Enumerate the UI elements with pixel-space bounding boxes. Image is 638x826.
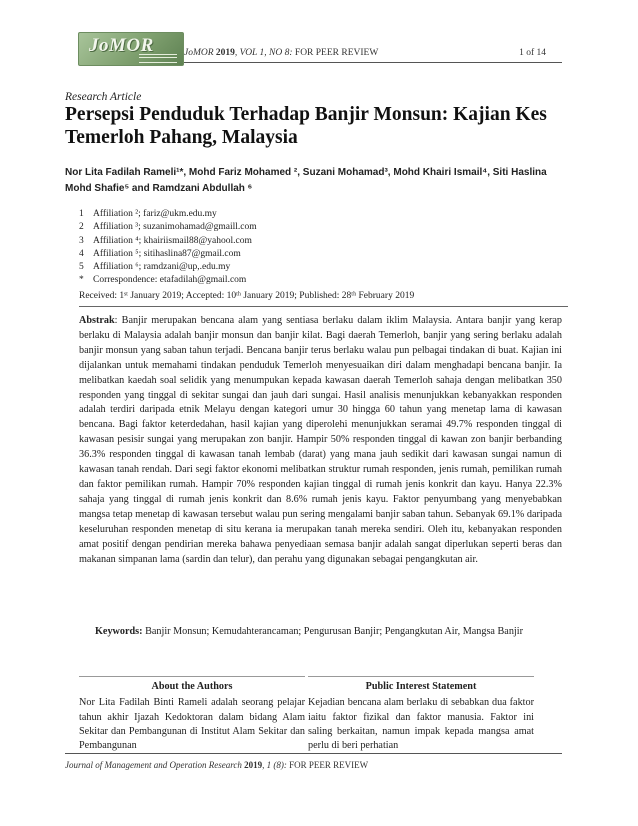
affiliation-number: *	[79, 275, 84, 286]
affiliation-text: Affiliation ⁴; khairiismail88@yahool.com	[93, 235, 252, 246]
affiliation-number: 2	[79, 222, 84, 233]
footer-status: FOR PEER REVIEW	[286, 760, 369, 770]
header-status: FOR PEER REVIEW	[292, 48, 379, 58]
keywords-text: Banjir Monsun; Kemudahterancaman; Pengurusan Banjir; Pengangkutan Air, Mangsa Banjir	[142, 626, 523, 637]
about-authors-text: Nor Lita Fadilah Binti Rameli adalah seorang pelajar tahun akhir Ijazah Kedoktoran dalam bidang Alam Sekitar dan Pembangunan di Institut Alam Sekitar dan Pembangunan	[79, 697, 305, 752]
logo-decoration	[139, 54, 177, 63]
affiliation-list	[79, 208, 479, 288]
footer-rule	[65, 753, 562, 754]
public-interest-section	[308, 680, 534, 753]
affiliation-item	[79, 248, 479, 261]
paper-title: Persepsi Penduduk Terhadap Banjir Monsun: Kajian Kes Temerloh Pahang, Malaysia	[65, 104, 547, 148]
article-type: Research Article	[65, 91, 142, 103]
footer-year: 2019	[244, 760, 263, 770]
author-list: Nor Lita Fadilah Rameli¹*, Mohd Fariz Mohamed ², Suzani Mohamad³, Mohd Khairi Ismail⁴, Siti Haslina Mohd Shafie⁵ and Ramdzani Abdullah ⁶	[65, 167, 547, 194]
public-interest-text: Kejadian bencana alam berlaku di sebabkan dua faktor iaitu faktor fizikal dan faktor manusia. Faktor ini saling berkaitan, namun impak kepada mangsa amat perlu di beri perhatian	[308, 697, 534, 752]
header-volume: , VOL 1, NO 8:	[234, 48, 293, 58]
page-number: 1 of 14	[519, 48, 546, 58]
affiliation-number: 1	[79, 209, 84, 219]
affiliation-text: Correspondence: etafadilah@gmail.com	[93, 275, 247, 286]
received-dates: Received: 1ˢᵗ January 2019; Accepted: 10ᵗʰ January 2019; Published: 28ᵗʰ February 2019	[79, 291, 415, 301]
header-rule	[184, 62, 562, 63]
footer-journal-name: Journal of Management and Operation Research	[65, 760, 242, 770]
affiliation-text: Affiliation ⁵; sitihaslina87@gmail.com	[93, 248, 241, 259]
affiliation-text: Affiliation ⁶; ramdzani@up,.edu.my	[93, 262, 231, 273]
header-year: 2019	[215, 48, 235, 58]
about-authors-section	[79, 680, 305, 753]
abstract-label: Abstrak	[79, 315, 115, 326]
affiliation-text: Affiliation ³; suzanimohamad@gmaill.com	[93, 222, 257, 233]
running-header	[184, 48, 378, 58]
page-footer	[65, 760, 368, 770]
abstract	[79, 314, 562, 567]
journal-abbr: JoMOR	[184, 48, 214, 58]
abstract-text: : Banjir merupakan bencana alam yang sentiasa berlaku dalam iklim Malaysia. Antara banjir yang kerap berlaku di Malaysia adalah banjir monsun dan banjir kilat. Bagi daerah Temerloh, banjir yang sering berlaku adalah banjir monsun yang saban tahun terjadi. Bencana banjir terus berlaku walau pun pelbagai tindakan di buat. Kajian ini dijalankan untuk memahami tindakan penduduk Temerloh menyesuaikan diri dalam menghadapi bencana banjir. Ia melibatkan kaedah soal selidik yang menumpukan kepada kawasan daerah Temerloh sahaja dengan melibatkan 350 responden yang tinggal di sekitar sungai dan jauh dari sungai. Hasil analisis menunjukkan kebanyakkan responden adalah terdiri daripada etnik Melayu dengan kategori umur 30 hingga 60 tahun yang menetap lama di kawasan bencana. Bagi faktor keterdedahan, hasil kajian yang diperolehi menunjukkan seramai 49.7% responden tinggal di kawasan pesisir sungai yang merupakan zon banjir. Hampir 50% responden tinggal di kawan zon banjir berbanding 36.3% responden tinggal di kawasan tanah lembab (darat) yang mana jauh sedikit dari kawasan sungai namun di kawasan tanah rendah. Dari segi faktor ekonomi melibatkan struktur rumah responden, jenis rumah, pemilikan rumah dan faktor pemilikan rumah. Hampir 70% responden kajian tinggal di rumah jenis konkrit dan kayu. Hanya 22.3% sahaja yang tinggal di rumah jenis konkrit dan 8.6% rumah jenis kayu. Faktor penyumbang yang menyebabkan mangsa tetap menetap di kawasan tersebut walau pun sering mengalami banjir saban tahun. Sebanyak 69.1% daripada keseluruhan responden menetap di situ kerana ia merupakan tanah mereka sendiri. Oleh itu, kebanyakan responden amat positif dengan pendirian mereka bahawa penyediaan semasa banjir adalah sangat diperlukan seperti beras dan makanan simpanan lama (sardin dan telur), dan perahu yang digunakan sebagai pengangkutan air.	[79, 315, 562, 565]
affiliation-number: 5	[79, 262, 84, 273]
public-interest-heading: Public Interest Statement	[365, 681, 477, 692]
journal-logo	[78, 32, 184, 66]
affiliation-item	[79, 261, 479, 274]
affiliation-item	[79, 235, 479, 248]
affiliation-number: 3	[79, 235, 84, 246]
logo-text: JoMOR	[89, 35, 154, 56]
about-authors-rule	[79, 676, 305, 677]
keywords-label: Keywords:	[95, 626, 143, 637]
affiliation-text: Affiliation ²; fariz@ukm.edu.my	[93, 209, 217, 219]
affiliation-item	[79, 208, 479, 221]
keywords	[65, 624, 562, 639]
affiliation-item	[79, 274, 479, 287]
footer-issue: , 1 (8):	[262, 760, 287, 770]
affiliation-item	[79, 221, 479, 234]
affiliation-number: 4	[79, 248, 84, 259]
public-interest-rule	[308, 676, 534, 677]
about-authors-heading: About the Authors	[151, 681, 233, 692]
dates-rule	[79, 306, 568, 307]
